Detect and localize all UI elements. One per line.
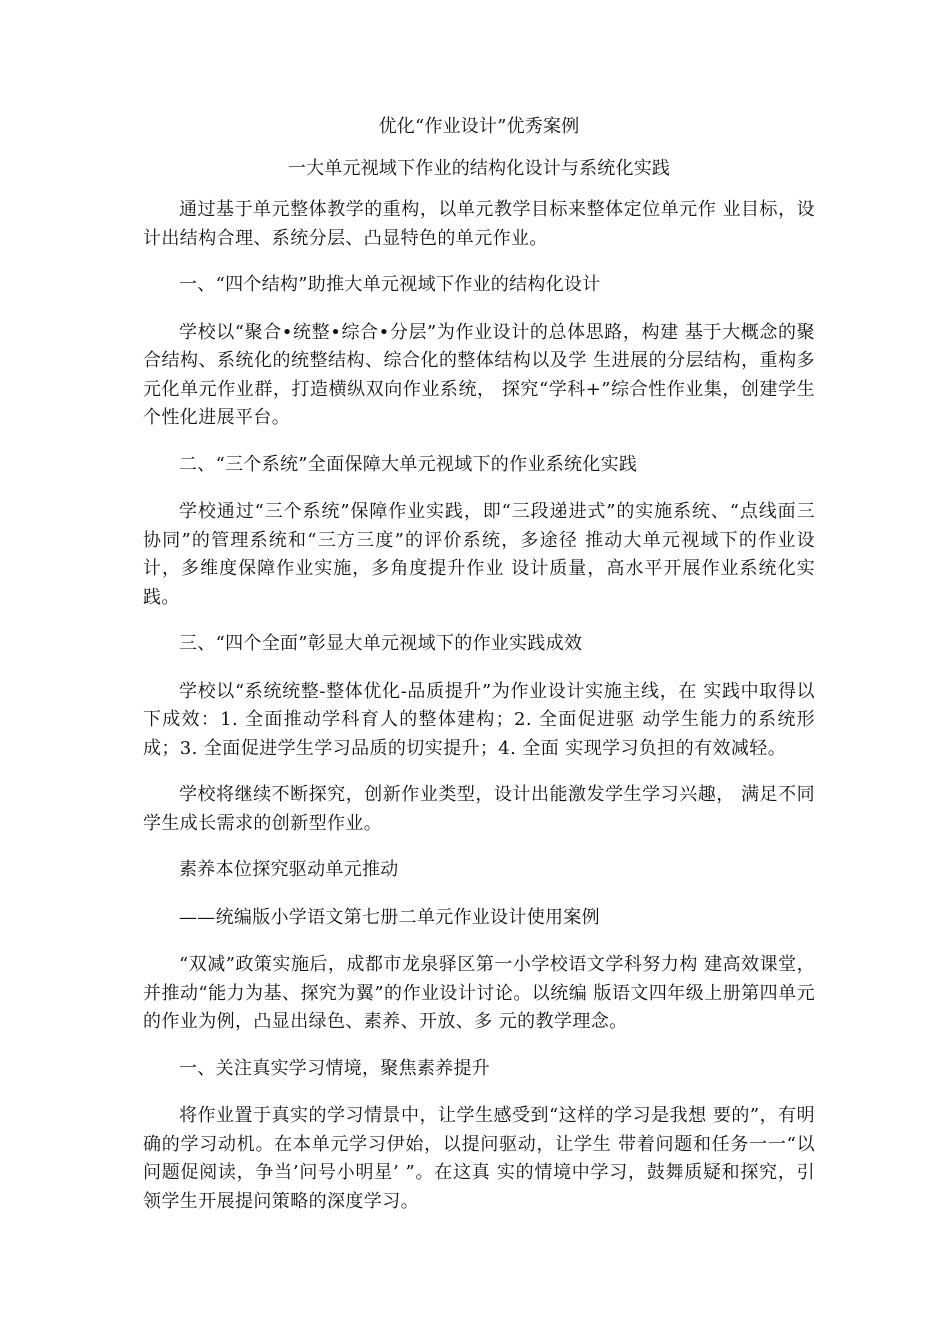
section-heading: 二、“三个系统”全面保障大单元视域下的作业系统化实践: [179, 453, 638, 475]
section-heading: 素养本位探究驱动单元推动: [179, 859, 399, 880]
body-paragraph: 学校将继续不断探究，创新作业类型，设计出能激发学生学习兴趣， 满足不同学生成长需求的创新型作业。: [143, 784, 815, 834]
body-paragraph: 学校通过“三个系统”保障作业实践，即“三段递进式”的实施系统、“点线面三协同”的管理系统和“三方三度”的评价系统，多途径 推动大单元视域下的作业设计，多维度保障作业实施，多角度提升作业 设计质量，高水平开展作业系统化实践。: [143, 501, 815, 608]
section-heading: 三、“四个全面”彰显大单元视域下的作业实践成效: [179, 633, 583, 654]
document-blocks: [143, 196, 815, 1216]
section-heading: 一、关注真实学习情境，聚焦素养提升: [179, 1057, 491, 1079]
body-paragraph: 将作业置于真实的学习情景中，让学生感受到“这样的学习是我想 要的”，有明确的学习动机。在本单元学习伊始，以提问驱动，让学生 带着问题和任务一一“以问题促阅读，争当’问号小明星’ ”。在这真 实的情境中学习，鼓舞质疑和探究，引领学生开展提问策略的深度学习。: [143, 1105, 815, 1212]
body-paragraph: 学校以“系统统整-整体优化-品质提升”为作业设计实施主线，在 实践中取得以下成效：1. 全面推动学科育人的整体建构；2. 全面促进驱 动学生能力的系统形成；3. 全面促进学生学习品质的切实提升；4. 全面 实现学习负担的有效减轻。: [143, 680, 815, 759]
body-paragraph: 学校以“聚合•统整•综合•分层”为作业设计的总体思路，构建 基于大概念的聚合结构、系统化的统整结构、综合化的整体结构以及学 生进展的分层结构，重构多元化单元作业群，打造横纵双向作业系统， 探究“学科+”综合性作业集，创建学生个性化进展平台。: [143, 321, 815, 428]
body-paragraph: 通过基于单元整体教学的重构，以单元教学目标来整体定位单元作 业目标，设计出结构合理、系统分层、凸显特色的单元作业。: [143, 199, 815, 249]
body-paragraph: “双减”政策实施后，成都市龙泉驿区第一小学校语文学科努力构 建高效课堂，并推动“能力为基、探究为翼”的作业设计讨论。以统编 版语文四年级上册第四单元的作业为例，凸显出绿色、素养、开放、多 元的教学理念。: [143, 954, 815, 1032]
section-heading: ——统编版小学语文第七册二单元作业设计使用案例: [179, 906, 600, 928]
document-title: 优化“作业设计”优秀案例: [378, 116, 580, 137]
section-heading: 一、“四个结构”助推大单元视域下作业的结构化设计: [179, 274, 601, 295]
document-body: [143, 112, 815, 1234]
document-subtitle: 一大单元视域下作业的结构化设计与系统化实践: [287, 158, 671, 179]
